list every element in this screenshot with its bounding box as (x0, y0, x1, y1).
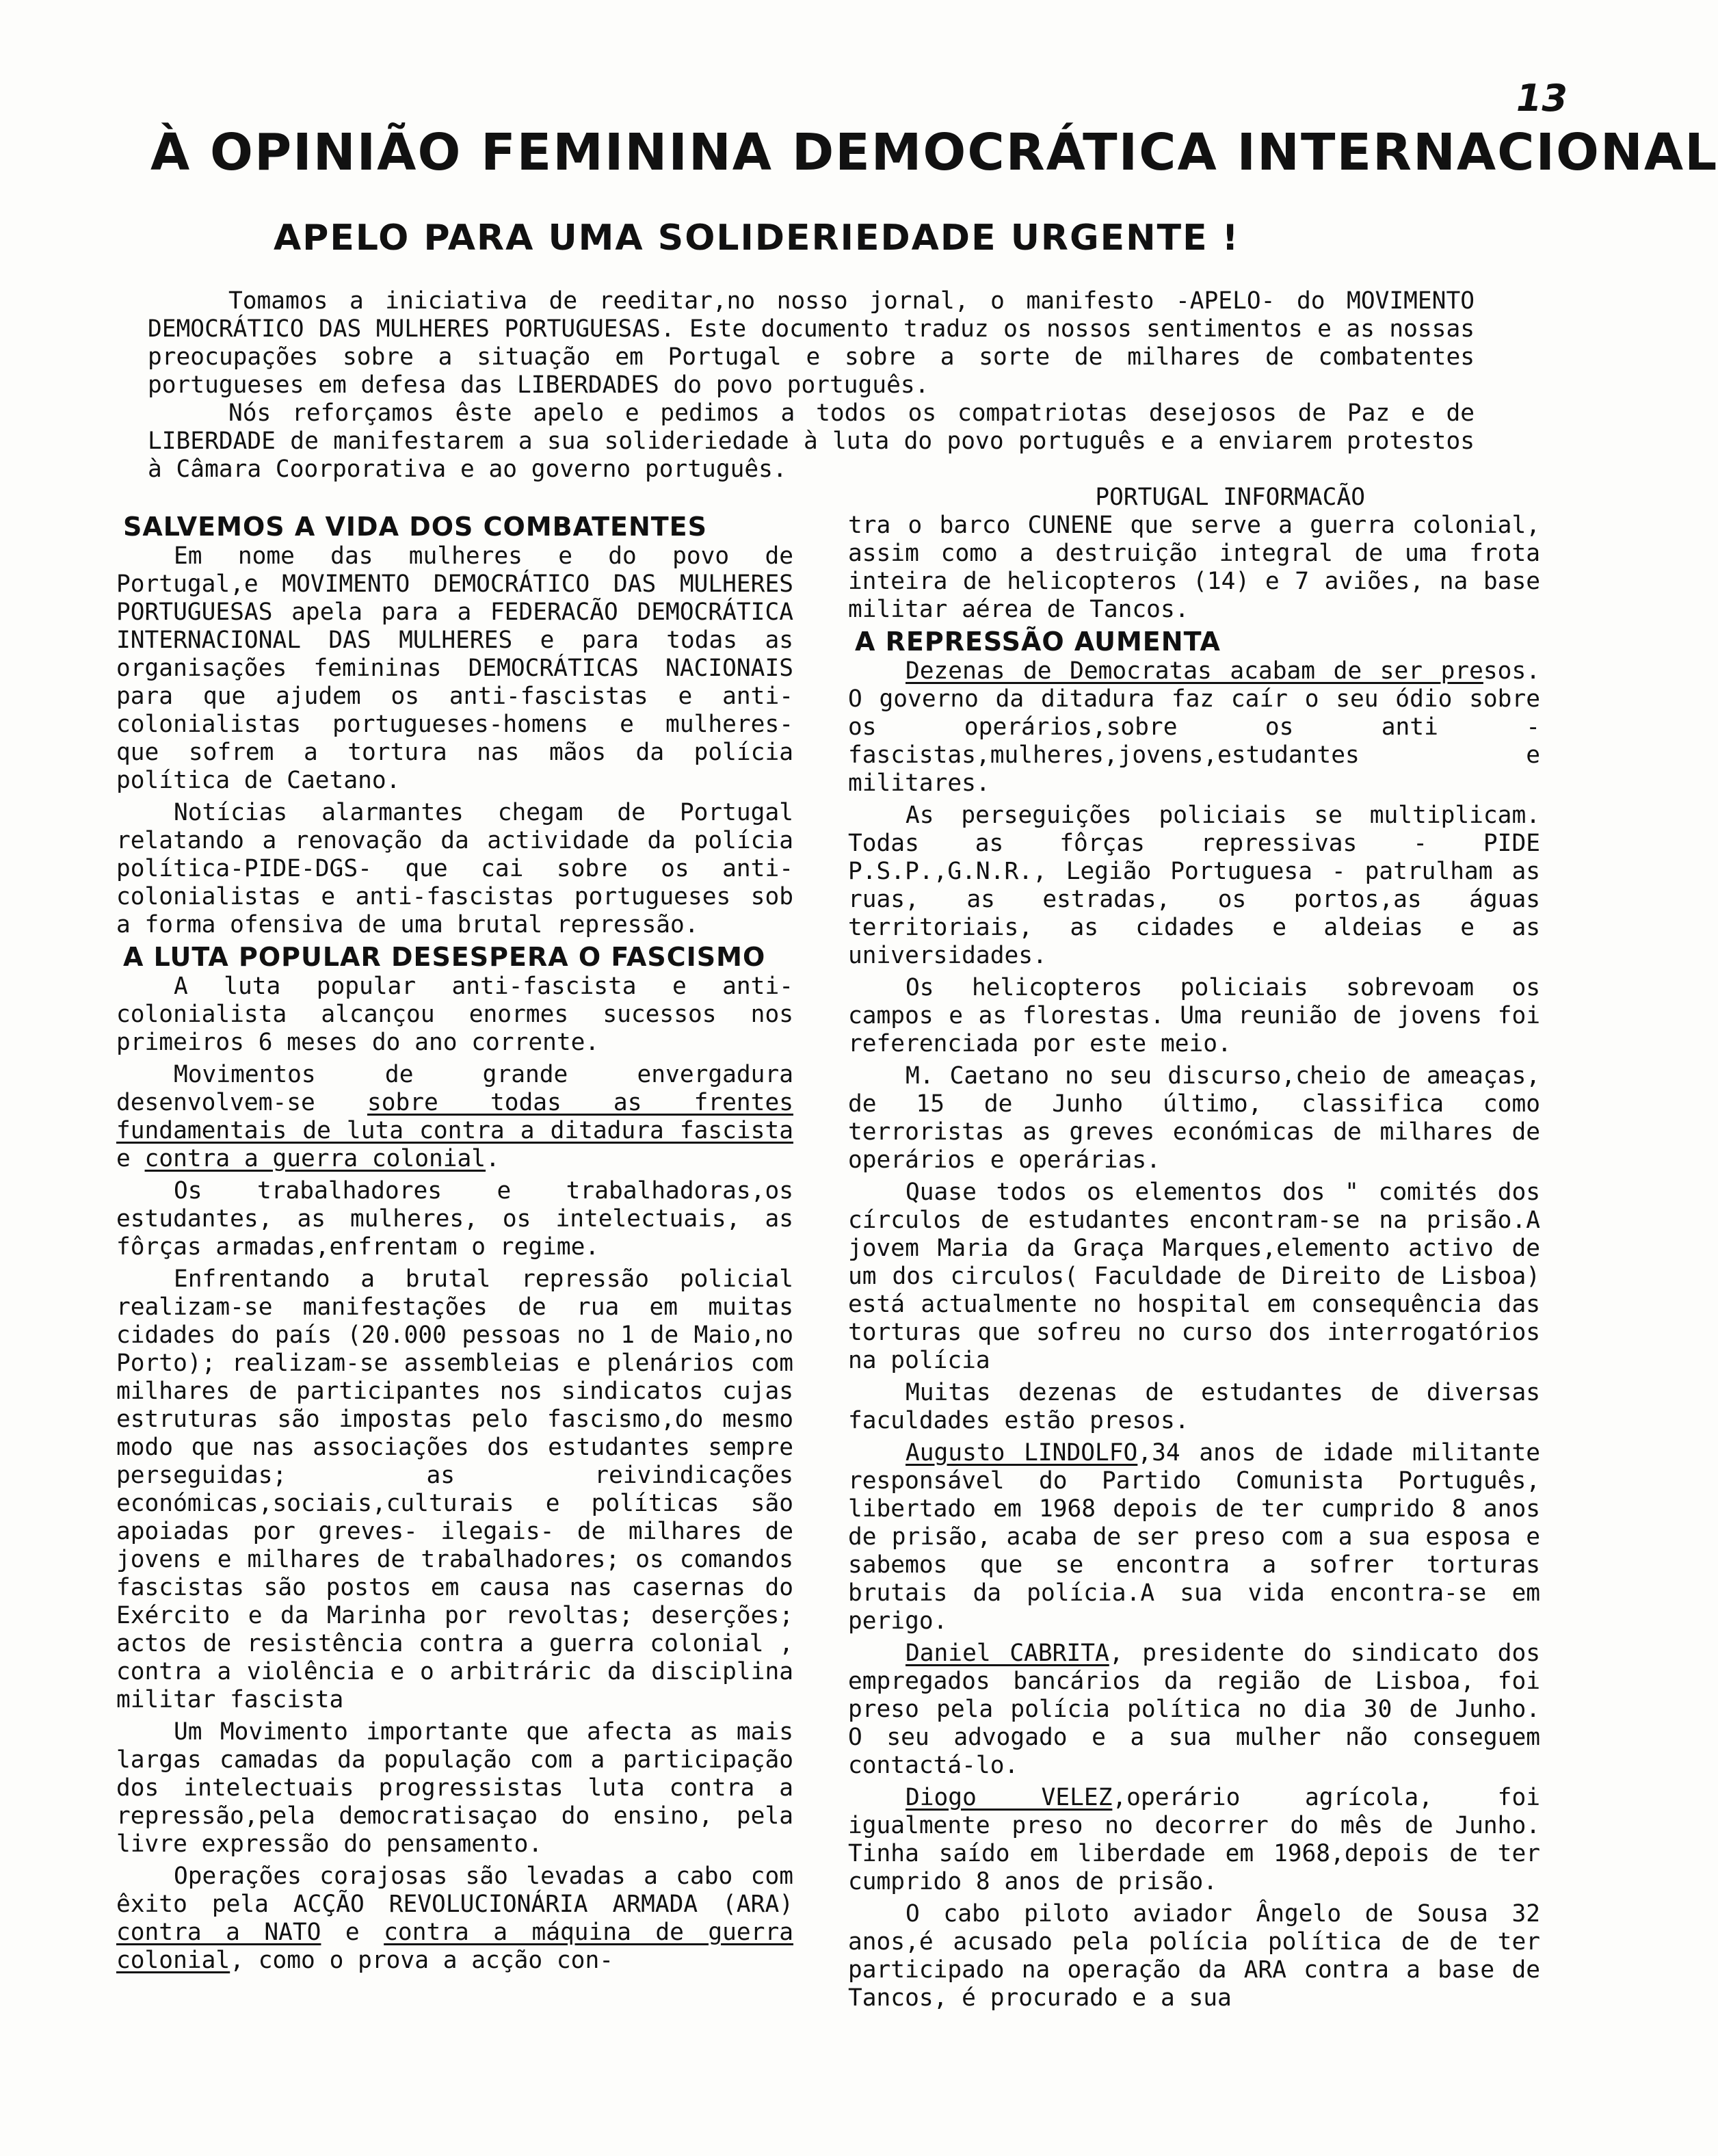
right-column (848, 512, 1540, 2016)
section-heading: A LUTA POPULAR DESESPERA O FASCISMO (123, 942, 766, 972)
paragraph: Os trabalhadores e trabalhadoras,os estudantes, as mulheres, os intelectuais, as fôrças armadas,enfrentam o regime. (116, 1177, 793, 1261)
paragraph: Enfrentando a brutal repressão policial realizam-se manifestações de rua em muitas cidades do país (20.000 pessoas no 1 de Maio,no Porto); realizam-se assembleias e plenários com milhares de participantes nos sindicatos cujas estruturas são impostas pelo fascismo,do mesmo modo que nas associações dos estudantes sempre perseguidas; as reivindicações económicas,sociais,culturais e políticas são apoiadas por greves- ilegais- de milhares de jovens e milhares de trabalhadores; os comandos fascistas são postos em causa nas casernas do Exército e da Marinha por revoltas; deserções; actos de resistência contra a guerra colonial , contra a violência e o arbitráric da disciplina militar fascista (116, 1265, 793, 1713)
paragraph (848, 1640, 1540, 1780)
underlined-text: contra a NATO (116, 1919, 321, 1946)
paragraph: Notícias alarmantes chegam de Portugal relatando a renovação da actividade da polícia política-PIDE-DGS- que cai sobre os anti-colonialistas e anti-fascistas portugueses sob a forma ofensiva de uma brutal repressão. (116, 799, 793, 938)
person-name: Diogo VELEZ (906, 1784, 1113, 1811)
paragraph: O cabo piloto aviador Ângelo de Sousa 32 anos,é acusado pela polícia política de de ter participado na operação da ARA contra a base de Tancos, é procurado e a sua (848, 1900, 1540, 2012)
paragraph: A luta popular anti-fascista e anti-colonialista alcançou enormes sucessos nos primeiros 6 meses do ano corrente. (116, 973, 793, 1056)
section-heading: SALVEMOS A VIDA DOS COMBATENTES (123, 512, 708, 542)
underlined-text: Dezenas de Democratas acabam de ser pre (906, 657, 1483, 685)
text-span: . (486, 1145, 500, 1172)
paragraph: Quase todos os elementos dos " comités dos círculos de estudantes encontram-se na prisão.A jovem Maria da Graça Marques,elemento activo de um dos circulos( Faculdade de Direito de Lisboa) está actualmente no hospital em consequência das torturas que sofreu no curso dos interrogatórios na polícia (848, 1179, 1540, 1374)
paragraph: tra o barco CUNENE que serve a guerra colonial, assim como a destruição integral de uma frota inteira de helicopteros (14) e 7 aviões, na base militar aérea de Tancos. (848, 512, 1540, 623)
paragraph: As perseguições policiais se multiplicam. Todas as fôrças repressivas - PIDE P.S.P.,G.N.R., Legião Portuguesa - patrulham as ruas, as estradas, os portos,as águas territoriais, as cidades e aldeias e as universidades. (848, 802, 1540, 969)
page-number: 13 (1516, 77, 1568, 120)
paragraph (848, 1439, 1540, 1635)
paragraph (116, 1863, 793, 1975)
signature: PORTUGAL INFORMACÃO (1095, 484, 1365, 511)
paragraph (116, 1061, 793, 1173)
paragraph: M. Caetano no seu discurso,cheio de ameaças, de 15 de Junho último, classifica como terroristas as greves económicas de milhares de operários e operárias. (848, 1062, 1540, 1174)
main-title: À OPINIÃO FEMININA DEMOCRÁTICA INTERNACIONAL (150, 123, 1718, 182)
text-span: Movimentos de grande envergadura desenvolvem-se (116, 1061, 793, 1116)
text-span: Operações corajosas são levadas a cabo com êxito pela ACÇÃO REVOLUCIONÁRIA ARMADA (ARA) (116, 1863, 793, 1918)
text-span: sos. O governo da ditadura faz caír o seu ódio sobre os operários,sobre os anti -fascistas,mulheres,jovens,estudantes e militares. (848, 657, 1540, 797)
subtitle: APELO PARA UMA SOLIDERIEDADE URGENTE ! (274, 218, 1240, 259)
paragraph: Em nome das mulheres e do povo de Portugal,e MOVIMENTO DEMOCRÁTICO DAS MULHERES PORTUGUESAS apela para a FEDERACÃO DEMOCRÁTICA INTERNACIONAL DAS MULHERES e para todas as organisações femininas DEMOCRÁTICAS NACIONAIS para que ajudem os anti-fascistas e anti-colonialistas portugueses-homens e mulheres- que sofrem a tortura nas mãos da polícia política de Caetano. (116, 542, 793, 794)
paragraph (848, 657, 1540, 798)
underlined-text: contra a guerra colonial (144, 1145, 486, 1172)
intro-paragraph: Tomamos a iniciativa de reeditar,no nosso jornal, o manifesto -APELO- do MOVIMENTO DEMOCRÁTICO DAS MULHERES PORTUGUESAS. Este documento traduz os nossos sentimentos e as nossas preocupações sobre a situação em Portugal e sobre a sorte de milhares de combatentes portugueses em defesa das LIBERDADES do povo português. (148, 287, 1475, 399)
left-column (116, 512, 793, 1979)
paragraph: Um Movimento importante que afecta as mais largas camadas da população com a participação dos intelectuais progressistas luta contra a repressão,pela democratisaçao do ensino, pela livre expressão do pensamento. (116, 1718, 793, 1858)
section-heading: A REPRESSÃO AUMENTA (855, 627, 1221, 657)
paragraph: Muitas dezenas de estudantes de diversas faculdades estão presos. (848, 1379, 1540, 1434)
underlined-text: contra a máquina de guerra colonial (116, 1919, 794, 1974)
text-span: e (321, 1919, 384, 1946)
text-span: ,34 anos de idade militante responsável do Partido Comunista Português, libertado em 1968 depois de ter cumprido 8 anos de prisão, acaba de ser preso com a sua esposa e sabemos que se encontra a sofrer torturas brutais da polícia.A sua vida encontra-se em perigo. (848, 1439, 1540, 1635)
text-span: e (116, 1145, 145, 1172)
text-span: ,operário agrícola, foi igualmente preso no decorrer do mês de Junho. Tinha saído em liberdade em 1968,depois de ter cumprido 8 anos de prisão. (848, 1784, 1540, 1895)
intro-paragraph: Nós reforçamos êste apelo e pedimos a todos os compatriotas desejosos de Paz e de LIBERDADE de manifestarem a sua solideriedade à luta do povo português e a enviarem protestos à Câmara Coorporativa e ao governo português. (148, 399, 1475, 483)
person-name: Daniel CABRITA (906, 1640, 1109, 1667)
underlined-text: sobre todas as frentes fundamentais de luta contra a ditadura fascista (116, 1089, 793, 1144)
text-span: , presidente do sindicato dos empregados bancários da região de Lisboa, foi preso pela polícia política no dia 30 de Junho. O seu advogado e a sua mulher não conseguem contactá-lo. (848, 1640, 1540, 1779)
person-name: Augusto LINDOLFO (906, 1439, 1138, 1467)
text-span: , como o prova a acção con- (230, 1947, 613, 1974)
paragraph: Os helicopteros policiais sobrevoam os campos e as florestas. Uma reunião de jovens foi referenciada por este meio. (848, 974, 1540, 1057)
paragraph (848, 1784, 1540, 1896)
intro-section (148, 287, 1475, 512)
